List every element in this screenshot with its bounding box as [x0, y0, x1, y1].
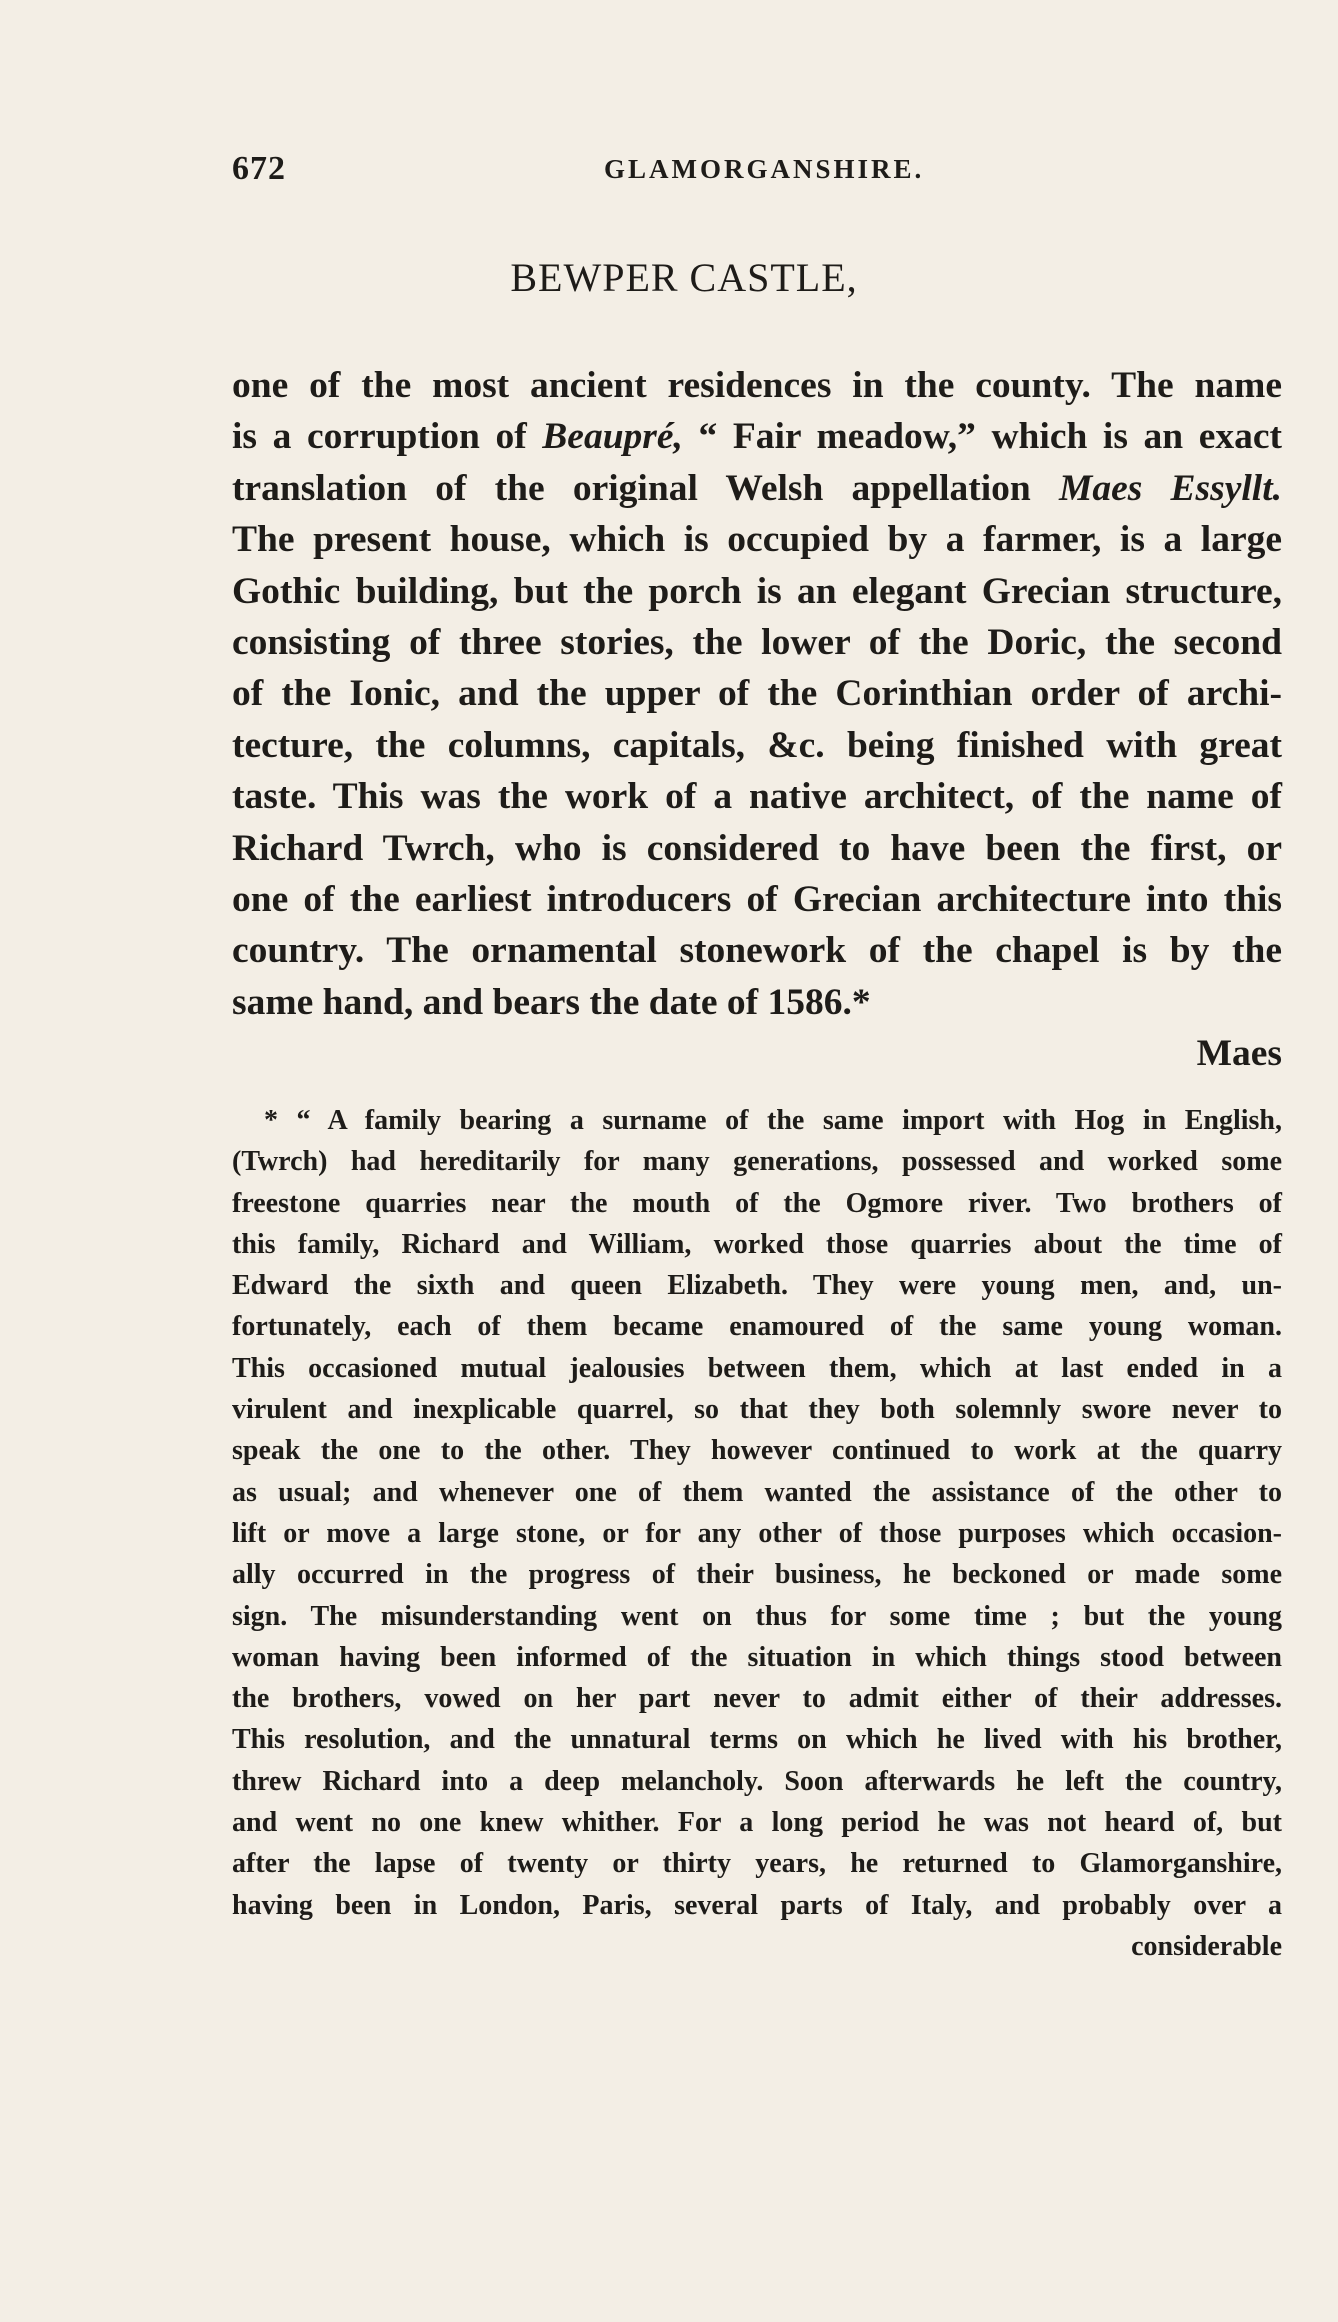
italic-term-maes-essyllt: Maes Essyllt. [1058, 467, 1283, 509]
body-line [232, 411, 1282, 462]
body-line: Gothic building, but the porch is an elegant Grecian structure, [232, 570, 1282, 612]
body-paragraph [232, 360, 1282, 1079]
footnote-line: Edward the sixth and queen Elizabeth. They were young men, and, un- [232, 1270, 1282, 1302]
body-line: The present house, which is occupied by a farmer, is a large [232, 519, 1282, 561]
footnote-line: lift or move a large stone, or for any other of those purposes which occasion- [232, 1517, 1282, 1549]
footnote-line: This occasioned mutual jealousies between them, which at last ended in a [232, 1352, 1282, 1384]
body-line-segment: “ Fair meadow,” which is an exact [698, 416, 1282, 458]
footnote [232, 1100, 1282, 1967]
body-line-segment: translation of the original Welsh appellation [232, 467, 1031, 509]
footnote-line: and went no one knew whither. For a long period he was not heard of, but [232, 1807, 1282, 1839]
body-line: one of the most ancient residences in the county. The name [232, 365, 1282, 406]
running-head [232, 150, 1282, 190]
footnote-line: speak the one to the other. They however continued to work at the quarry [232, 1435, 1282, 1467]
footnote-line: woman having been informed of the situation in which things stood between [232, 1641, 1282, 1673]
body-line: one of the earliest introducers of Grecian architecture into this [232, 878, 1282, 920]
body-line [232, 463, 1282, 514]
footnote-line: ally occurred in the progress of their business, he beckoned or made some [232, 1559, 1282, 1591]
body-line: Richard Twrch, who is considered to have been the first, or [232, 827, 1282, 869]
footnote-catchword: considerable [1131, 1930, 1282, 1962]
footnote-line: sign. The misunderstanding went on thus for some time ; but the young [232, 1600, 1282, 1632]
footnote-line: * “ A family bearing a surname of the same import with Hog in English, [264, 1105, 1282, 1136]
body-line: same hand, and bears the date of 1586.* [232, 981, 871, 1023]
page-number: 672 [232, 150, 286, 187]
body-line: tecture, the columns, capitals, &c. being finished with great [232, 724, 1282, 766]
footnote-line: This resolution, and the unnatural terms on which he lived with his brother, [232, 1724, 1282, 1756]
body-line: consisting of three stories, the lower of the Doric, the second [232, 621, 1282, 663]
footnote-line: (Twrch) had hereditarily for many generations, possessed and worked some [232, 1146, 1282, 1178]
section-title: BEWPER CASTLE, [510, 255, 858, 300]
footnote-line: the brothers, vowed on her part never to admit either of their addresses. [232, 1683, 1282, 1715]
body-line: of the Ionic, and the upper of the Corinthian order of archi- [232, 673, 1282, 715]
body-line: taste. This was the work of a native architect, of the name of [232, 776, 1282, 818]
footnote-line: threw Richard into a deep melancholy. Soon afterwards he left the country, [232, 1765, 1282, 1797]
body-line-segment: is a corruption of [232, 416, 527, 458]
italic-term-beaupre: Beaupré, [542, 416, 683, 458]
footnote-line: freestone quarries near the mouth of the Ogmore river. Two brothers of [232, 1187, 1282, 1219]
catchword: Maes [1196, 1033, 1282, 1075]
body-line: country. The ornamental stonework of the chapel is by the [232, 930, 1282, 972]
footnote-line: after the lapse of twenty or thirty years, he returned to Glamorganshire, [232, 1848, 1282, 1880]
footnote-line: as usual; and whenever one of them wanted the assistance of the other to [232, 1476, 1282, 1508]
footnote-line: virulent and inexplicable quarrel, so that they both solemnly swore never to [232, 1394, 1282, 1426]
running-title: GLAMORGANSHIRE. [604, 154, 925, 184]
footnote-line: having been in London, Paris, several parts of Italy, and probably over a [232, 1889, 1282, 1921]
footnote-line: fortunately, each of them became enamoured of the same young woman. [232, 1311, 1282, 1343]
footnote-line: this family, Richard and William, worked those quarries about the time of [232, 1228, 1282, 1260]
